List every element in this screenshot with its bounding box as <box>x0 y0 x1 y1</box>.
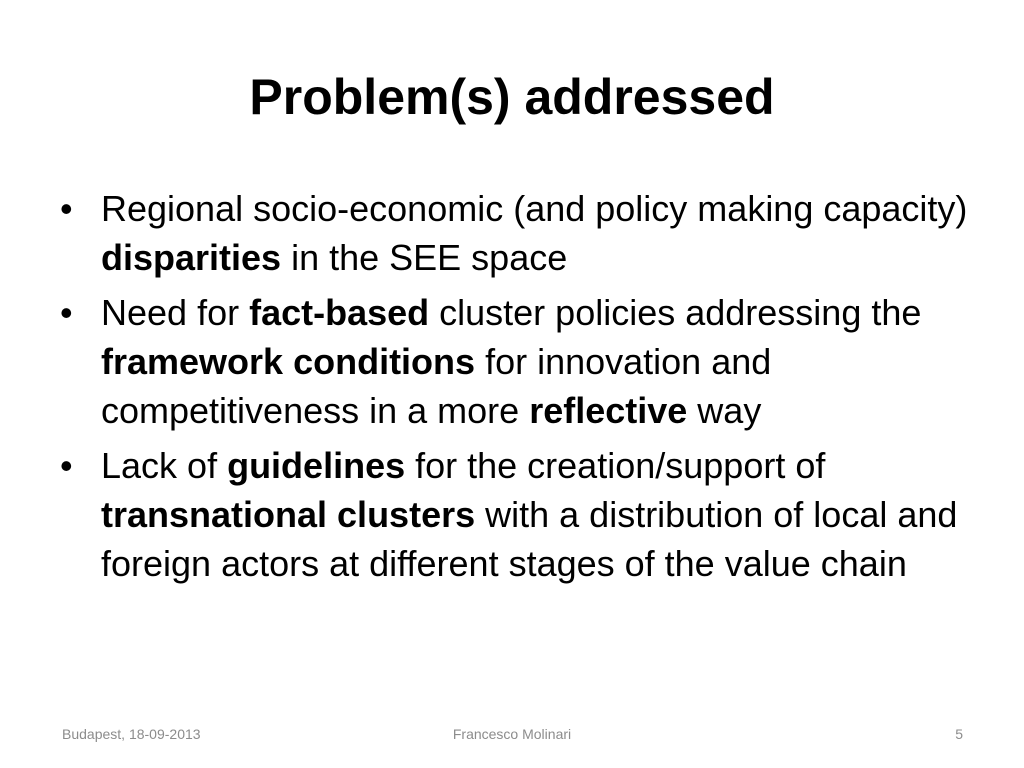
emphasis-text: guidelines <box>227 445 406 486</box>
emphasis-text: reflective <box>529 390 688 431</box>
bullet-text <box>101 292 921 431</box>
bullet-item <box>58 441 978 588</box>
text-segment: in the SEE space <box>281 237 568 278</box>
bullet-text <box>101 445 957 584</box>
bullet-item <box>58 288 978 435</box>
text-segment: for innovation and competitiveness in a more <box>101 341 772 431</box>
emphasis-text: disparities <box>101 237 282 278</box>
slide-title: Problem(s) addressed <box>249 69 775 125</box>
slide-number: 5 <box>955 726 963 742</box>
text-segment: for the creation/support of <box>405 445 826 486</box>
emphasis-text: transnational clusters <box>101 494 476 535</box>
bullet-list <box>58 184 978 594</box>
text-segment: Regional socio-economic (and policy making capacity) <box>101 188 968 229</box>
bullet-dot-icon: • <box>60 445 73 486</box>
emphasis-text: framework conditions <box>101 341 476 382</box>
bullet-item <box>58 184 978 282</box>
text-segment: Lack of <box>101 445 228 486</box>
footer-author: Francesco Molinari <box>452 726 572 742</box>
text-segment: with a distribution of local and foreign actors at different stages of the value chain <box>101 494 958 584</box>
text-segment: cluster policies addressing the <box>429 292 922 333</box>
footer-date: Budapest, 18-09-2013 <box>62 726 201 742</box>
bullet-text <box>101 188 967 278</box>
text-segment: way <box>687 390 762 431</box>
bullet-dot-icon: • <box>60 188 73 229</box>
text-segment: Need for <box>101 292 250 333</box>
emphasis-text: fact-based <box>249 292 430 333</box>
bullet-dot-icon: • <box>60 292 73 333</box>
